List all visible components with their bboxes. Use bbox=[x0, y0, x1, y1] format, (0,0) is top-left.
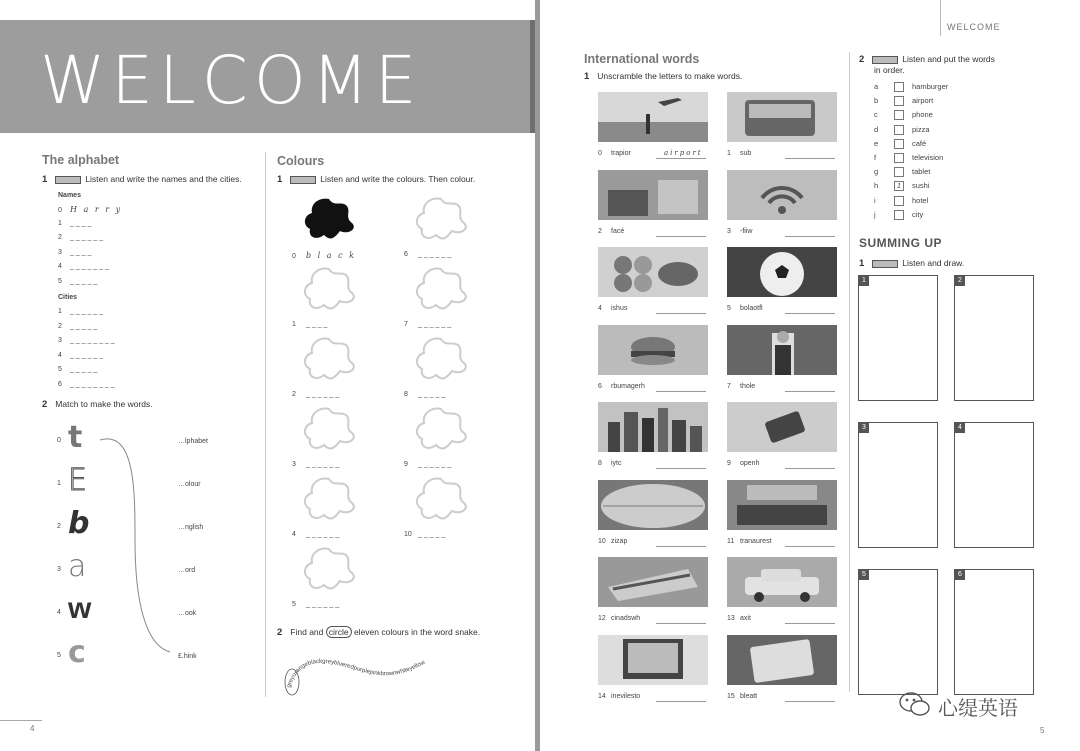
paint-splat-icon[interactable] bbox=[300, 195, 358, 243]
colour-answer[interactable]: _ _ _ _ _ _ bbox=[306, 461, 340, 468]
paint-splat-icon[interactable] bbox=[300, 265, 358, 313]
order-row bbox=[874, 110, 933, 120]
row-number: 1 bbox=[727, 150, 731, 157]
summing-instruction: 1 Listen and draw. bbox=[859, 258, 965, 269]
svg-text:greyorangeblackgreyblueredpurp bbox=[286, 659, 427, 689]
scrambled-word bbox=[598, 305, 627, 312]
name-answer[interactable]: _ _ _ _ bbox=[70, 248, 92, 256]
row-number: 3 bbox=[58, 248, 62, 256]
page-title: WELCOME bbox=[40, 42, 423, 119]
scrambled-word bbox=[598, 615, 640, 622]
name-answer[interactable]: _ _ _ _ _ _ bbox=[70, 234, 104, 241]
drawing-box[interactable] bbox=[954, 422, 1034, 548]
name-answer[interactable]: _ _ _ _ bbox=[70, 219, 92, 227]
watermark bbox=[898, 688, 1048, 724]
scrambled-text: bolaotfl bbox=[740, 305, 763, 312]
letter-number: 4 bbox=[57, 609, 61, 616]
scrambled-word bbox=[598, 383, 645, 390]
colour-row bbox=[404, 321, 451, 328]
audio-icon[interactable] bbox=[55, 176, 81, 184]
row-number: 3 bbox=[727, 227, 731, 235]
circle-word: circle bbox=[326, 626, 352, 638]
summing-title: SUMMING UP bbox=[859, 236, 942, 250]
colour-row bbox=[292, 251, 356, 260]
letter-tile[interactable]: c bbox=[68, 635, 86, 670]
city-row bbox=[58, 381, 115, 388]
row-number: 7 bbox=[404, 321, 408, 328]
city-row bbox=[58, 308, 103, 315]
international-title: International words bbox=[584, 52, 700, 66]
box-number: 2 bbox=[955, 276, 965, 286]
colours-title: Colours bbox=[277, 154, 325, 168]
order-row bbox=[874, 96, 933, 106]
answer-line[interactable] bbox=[785, 313, 835, 314]
colour-row bbox=[292, 461, 339, 468]
city-answer[interactable]: _ _ _ _ _ _ bbox=[70, 351, 104, 359]
word-ending[interactable]: …ord bbox=[178, 567, 196, 574]
sushi-photo[interactable] bbox=[598, 247, 708, 297]
row-number: 4 bbox=[598, 305, 602, 312]
box-number: 1 bbox=[859, 276, 869, 286]
paint-splat-icon[interactable] bbox=[412, 405, 470, 453]
scrambled-word bbox=[727, 693, 757, 700]
row-number: 1 bbox=[58, 308, 62, 315]
row-number: 0 bbox=[598, 150, 602, 157]
name-row bbox=[58, 205, 122, 214]
scrambled-word bbox=[727, 305, 763, 312]
row-number: 1 bbox=[58, 219, 62, 227]
paint-splat-icon[interactable] bbox=[300, 335, 358, 383]
word-ending[interactable]: …nglish bbox=[178, 524, 204, 531]
row-number: 9 bbox=[404, 461, 408, 468]
row-letter: e bbox=[874, 138, 879, 148]
order-word: pizza bbox=[912, 124, 930, 134]
column-divider bbox=[265, 152, 266, 697]
hamburger-photo[interactable] bbox=[598, 325, 708, 375]
order-row bbox=[874, 167, 930, 177]
letter-number: 3 bbox=[57, 566, 61, 573]
paint-splat-icon[interactable] bbox=[300, 475, 358, 523]
answer-line[interactable] bbox=[785, 158, 835, 159]
city-answer[interactable]: _ _ _ _ _ bbox=[70, 366, 98, 373]
letter-number: 0 bbox=[57, 437, 61, 444]
word-ending[interactable]: …ook bbox=[178, 610, 197, 617]
row-number: 9 bbox=[727, 460, 731, 467]
order-checkbox[interactable] bbox=[894, 210, 904, 220]
wechat-icon bbox=[898, 690, 932, 718]
name-row bbox=[58, 278, 97, 285]
scrambled-text: facé bbox=[611, 227, 625, 235]
alphabet-ex2-instruction: 2 Match to make the words. bbox=[42, 399, 153, 410]
colour-row bbox=[404, 391, 445, 398]
page-number-right: 5 bbox=[1040, 726, 1045, 735]
order-word: sushi bbox=[912, 181, 930, 191]
match-line bbox=[95, 430, 175, 660]
row-number: 15 bbox=[727, 692, 735, 700]
row-letter: g bbox=[874, 167, 879, 177]
scrambled-word bbox=[727, 615, 751, 622]
row-number: 4 bbox=[58, 263, 62, 270]
letter-number: 2 bbox=[57, 523, 61, 530]
row-number: 6 bbox=[598, 382, 602, 390]
colour-answer[interactable]: _ _ _ _ _ _ bbox=[418, 251, 452, 258]
order-checkbox[interactable] bbox=[894, 139, 904, 149]
order-checkbox[interactable] bbox=[894, 82, 904, 92]
scrambled-word bbox=[598, 150, 631, 157]
watermark-text: 心缇英语 bbox=[938, 696, 1018, 720]
letter-tile[interactable]: E bbox=[68, 463, 87, 498]
row-number: 7 bbox=[727, 382, 731, 390]
order-checkbox[interactable] bbox=[894, 125, 904, 135]
row-number: 2 bbox=[598, 227, 602, 235]
answer-line[interactable] bbox=[656, 158, 706, 159]
row-number: 14 bbox=[598, 692, 606, 700]
page-number-left: 4 bbox=[30, 724, 35, 733]
header-rule bbox=[940, 0, 941, 36]
city-answer[interactable]: _ _ _ _ _ bbox=[70, 322, 98, 330]
row-letter: b bbox=[874, 96, 879, 106]
audio-icon[interactable] bbox=[872, 260, 898, 268]
colour-row bbox=[292, 531, 339, 538]
order-word: airport bbox=[912, 96, 934, 106]
page-rule bbox=[0, 720, 42, 721]
wifi-photo[interactable] bbox=[727, 170, 837, 220]
row-number: 5 bbox=[292, 601, 296, 608]
paint-splat-icon[interactable] bbox=[300, 405, 358, 453]
answer-line[interactable] bbox=[785, 546, 835, 547]
row-number: 11 bbox=[727, 537, 735, 545]
scrambled-word bbox=[598, 460, 622, 467]
box-number: 4 bbox=[955, 423, 965, 433]
order-row bbox=[874, 153, 943, 163]
scrambled-word bbox=[598, 228, 624, 235]
television-photo[interactable] bbox=[598, 635, 708, 685]
city-answer[interactable]: _ _ _ _ _ _ _ _ bbox=[70, 337, 115, 344]
colour-answer[interactable]: _ _ _ _ _ _ bbox=[306, 391, 340, 398]
paint-splat-icon[interactable] bbox=[412, 475, 470, 523]
paint-splat-icon[interactable] bbox=[412, 265, 470, 313]
colour-answer[interactable]: b l a c k bbox=[306, 251, 356, 260]
order-row bbox=[874, 196, 928, 206]
row-number: 13 bbox=[727, 615, 735, 622]
row-number: 3 bbox=[58, 337, 62, 344]
scrambled-word bbox=[727, 383, 755, 390]
colours-ex1-instruction: 1 Listen and write the colours. Then colour. bbox=[277, 174, 476, 185]
scrambled-text: ishus bbox=[611, 305, 628, 312]
answer-line[interactable] bbox=[785, 468, 835, 469]
letter-tile[interactable]: a bbox=[68, 549, 87, 584]
order-checkbox[interactable] bbox=[894, 110, 904, 120]
drawing-box[interactable] bbox=[858, 275, 938, 401]
scrambled-text: sub bbox=[740, 150, 752, 157]
paint-splat-icon[interactable] bbox=[300, 545, 358, 593]
scrambled-word bbox=[598, 693, 640, 700]
answer-line[interactable] bbox=[656, 391, 706, 392]
colours-ex2-instruction: 2 Find and circle eleven colours in the word snake. bbox=[277, 627, 481, 638]
colour-answer[interactable]: _ _ _ _ _ bbox=[418, 531, 446, 538]
scrambled-word bbox=[727, 150, 751, 157]
row-number: 0 bbox=[58, 207, 62, 214]
order-instruction-2: in order. bbox=[874, 65, 905, 75]
taxi-photo[interactable] bbox=[727, 557, 837, 607]
row-number: 2 bbox=[292, 391, 296, 398]
scrambled-word bbox=[727, 538, 772, 545]
order-word: city bbox=[912, 209, 924, 219]
name-row bbox=[58, 249, 91, 256]
answer-text: airport bbox=[664, 149, 703, 157]
row-letter: d bbox=[874, 124, 879, 134]
international-ex1-instruction: 1 Unscramble the letters to make words. bbox=[584, 71, 743, 82]
row-number: 4 bbox=[292, 531, 296, 538]
colour-row bbox=[292, 321, 327, 328]
colour-answer[interactable]: _ _ _ _ _ _ bbox=[306, 601, 340, 608]
drawing-box[interactable] bbox=[858, 569, 938, 695]
row-number: 5 bbox=[58, 277, 62, 285]
order-word: phone bbox=[912, 110, 933, 120]
alphabet-title: The alphabet bbox=[42, 153, 120, 167]
cafe-photo[interactable] bbox=[598, 170, 708, 220]
order-row bbox=[874, 139, 926, 149]
scrambled-text: inevilesto bbox=[611, 692, 641, 700]
cities-label: Cities bbox=[58, 294, 78, 301]
row-letter: j bbox=[874, 209, 876, 219]
row-number: 4 bbox=[58, 351, 62, 359]
row-number: 12 bbox=[598, 615, 606, 622]
city-row bbox=[58, 337, 115, 344]
answer-line[interactable] bbox=[785, 623, 835, 624]
row-letter: f bbox=[874, 153, 877, 162]
colour-answer[interactable]: _ _ _ _ _ _ bbox=[418, 321, 452, 328]
scrambled-text: cinadswh bbox=[611, 615, 641, 622]
colour-row bbox=[404, 531, 445, 538]
name-row bbox=[58, 263, 109, 270]
scrambled-word bbox=[598, 538, 627, 545]
snake-text: greyorangeblackgreyblueredpurplepinkbrownwhiteyellow bbox=[286, 658, 427, 689]
drawing-box[interactable] bbox=[954, 275, 1034, 401]
order-checkbox[interactable] bbox=[894, 96, 904, 106]
row-letter: i bbox=[874, 195, 876, 205]
scrambled-text: trapior bbox=[611, 150, 631, 157]
word-ending[interactable]: …lphabet bbox=[178, 438, 208, 445]
pizza-photo[interactable] bbox=[598, 480, 708, 530]
order-row bbox=[874, 210, 923, 220]
scrambled-text: thole bbox=[740, 382, 756, 390]
order-word: hotel bbox=[912, 195, 929, 205]
colour-answer[interactable]: _ _ _ _ _ _ bbox=[418, 461, 452, 468]
scrambled-text: axit bbox=[740, 615, 751, 622]
word-ending[interactable]: …olour bbox=[178, 481, 201, 488]
name-answer[interactable]: _ _ _ _ _ bbox=[70, 277, 98, 285]
colour-answer[interactable]: _ _ _ _ _ _ bbox=[306, 531, 340, 538]
answer-line[interactable] bbox=[785, 391, 835, 392]
scrambled-text: iytc bbox=[611, 460, 622, 467]
paint-splat-icon[interactable] bbox=[412, 335, 470, 383]
row-number: 6 bbox=[404, 251, 408, 258]
colour-answer[interactable]: _ _ _ _ _ bbox=[418, 391, 446, 398]
tablet-photo[interactable] bbox=[727, 635, 837, 685]
row-number: 2 bbox=[58, 234, 62, 241]
city-row bbox=[58, 352, 103, 359]
left-page bbox=[0, 0, 535, 751]
box-number: 5 bbox=[859, 570, 869, 580]
letter-tile[interactable]: w bbox=[68, 592, 92, 625]
word-snake bbox=[280, 636, 470, 696]
row-number: 5 bbox=[58, 366, 62, 373]
scrambled-text: tranaurest bbox=[740, 537, 772, 545]
drawing-box[interactable] bbox=[954, 569, 1034, 695]
order-word: café bbox=[912, 138, 927, 148]
hotel-photo[interactable] bbox=[727, 325, 837, 375]
scrambled-text: bleatt bbox=[740, 692, 758, 700]
order-instruction: 2 Listen and put the words bbox=[859, 54, 995, 65]
names-label: Names bbox=[58, 192, 81, 199]
answer-line[interactable] bbox=[785, 236, 835, 237]
sandwich-photo[interactable] bbox=[598, 557, 708, 607]
drawing-box[interactable] bbox=[858, 422, 938, 548]
answer-line[interactable] bbox=[656, 623, 706, 624]
scrambled-text: -fiiw bbox=[740, 227, 753, 235]
colour-row bbox=[292, 601, 339, 608]
letter-number: 5 bbox=[57, 652, 61, 659]
order-word: tablet bbox=[912, 167, 931, 177]
name-answer[interactable]: H a r r y bbox=[70, 205, 123, 214]
city-row bbox=[58, 323, 97, 330]
order-row bbox=[874, 181, 930, 191]
colour-row bbox=[292, 391, 339, 398]
box-number: 6 bbox=[955, 570, 965, 580]
audio-icon[interactable] bbox=[290, 176, 316, 184]
letter-tile[interactable]: t bbox=[68, 420, 83, 455]
answer-line[interactable] bbox=[656, 546, 706, 547]
scrambled-text: rbumagerh bbox=[611, 382, 645, 390]
header-label: WELCOME bbox=[947, 22, 1001, 32]
scrambled-word bbox=[727, 228, 752, 235]
box-number: 3 bbox=[859, 423, 869, 433]
row-number: 10 bbox=[598, 537, 606, 545]
colour-row bbox=[404, 461, 451, 468]
scrambled-word bbox=[727, 460, 759, 467]
order-row bbox=[874, 82, 948, 92]
row-number: 0 bbox=[292, 253, 296, 260]
letter-number: 1 bbox=[57, 480, 61, 487]
order-row bbox=[874, 125, 930, 135]
football-photo[interactable] bbox=[727, 247, 837, 297]
bus-photo[interactable] bbox=[727, 92, 837, 142]
city-answer[interactable]: _ _ _ _ _ _ bbox=[70, 308, 104, 315]
name-row bbox=[58, 234, 103, 241]
scrambled-text: zizap bbox=[611, 537, 628, 545]
colour-row bbox=[404, 251, 451, 258]
row-letter: a bbox=[874, 82, 879, 91]
row-letter: h bbox=[874, 181, 879, 191]
order-word: television bbox=[912, 153, 944, 162]
city-photo[interactable] bbox=[598, 402, 708, 452]
right-page bbox=[540, 0, 1080, 751]
answer-line[interactable] bbox=[656, 313, 706, 314]
order-word: hamburger bbox=[912, 82, 949, 91]
row-number: 3 bbox=[292, 461, 296, 468]
audio-icon[interactable] bbox=[872, 56, 898, 64]
row-number: 8 bbox=[404, 391, 408, 398]
name-row bbox=[58, 220, 91, 227]
row-letter: c bbox=[874, 110, 878, 120]
answer-line[interactable] bbox=[785, 701, 835, 702]
name-answer[interactable]: _ _ _ _ _ _ _ bbox=[70, 263, 109, 270]
row-number: 2 bbox=[58, 322, 62, 330]
city-answer[interactable]: _ _ _ _ _ _ _ _ bbox=[70, 380, 115, 388]
row-number: 6 bbox=[58, 380, 62, 388]
paint-splat-icon[interactable] bbox=[412, 195, 470, 243]
row-number: 8 bbox=[598, 460, 602, 467]
colour-answer[interactable]: _ _ _ _ bbox=[306, 321, 328, 328]
order-checkbox[interactable] bbox=[894, 196, 904, 206]
row-number: 10 bbox=[404, 531, 412, 538]
answer-line[interactable] bbox=[656, 236, 706, 237]
answer-line[interactable] bbox=[656, 701, 706, 702]
alphabet-ex1-instruction: 1 Listen and write the names and the cities. bbox=[42, 174, 242, 185]
restaurant-photo[interactable] bbox=[727, 480, 837, 530]
order-checkbox[interactable] bbox=[894, 167, 904, 177]
airport-photo[interactable] bbox=[598, 92, 708, 142]
scrambled-text: openh bbox=[740, 460, 760, 467]
phone-photo[interactable] bbox=[727, 402, 837, 452]
right-column-divider bbox=[849, 52, 850, 692]
order-checkbox[interactable] bbox=[894, 153, 904, 163]
row-number: 1 bbox=[292, 321, 296, 328]
letter-tile[interactable]: b bbox=[68, 506, 90, 541]
order-checkbox[interactable]: 1 bbox=[894, 181, 904, 191]
city-row bbox=[58, 366, 97, 373]
row-number: 5 bbox=[727, 305, 731, 312]
word-ending[interactable]: £.hink bbox=[178, 653, 197, 660]
answer-line[interactable] bbox=[656, 468, 706, 469]
